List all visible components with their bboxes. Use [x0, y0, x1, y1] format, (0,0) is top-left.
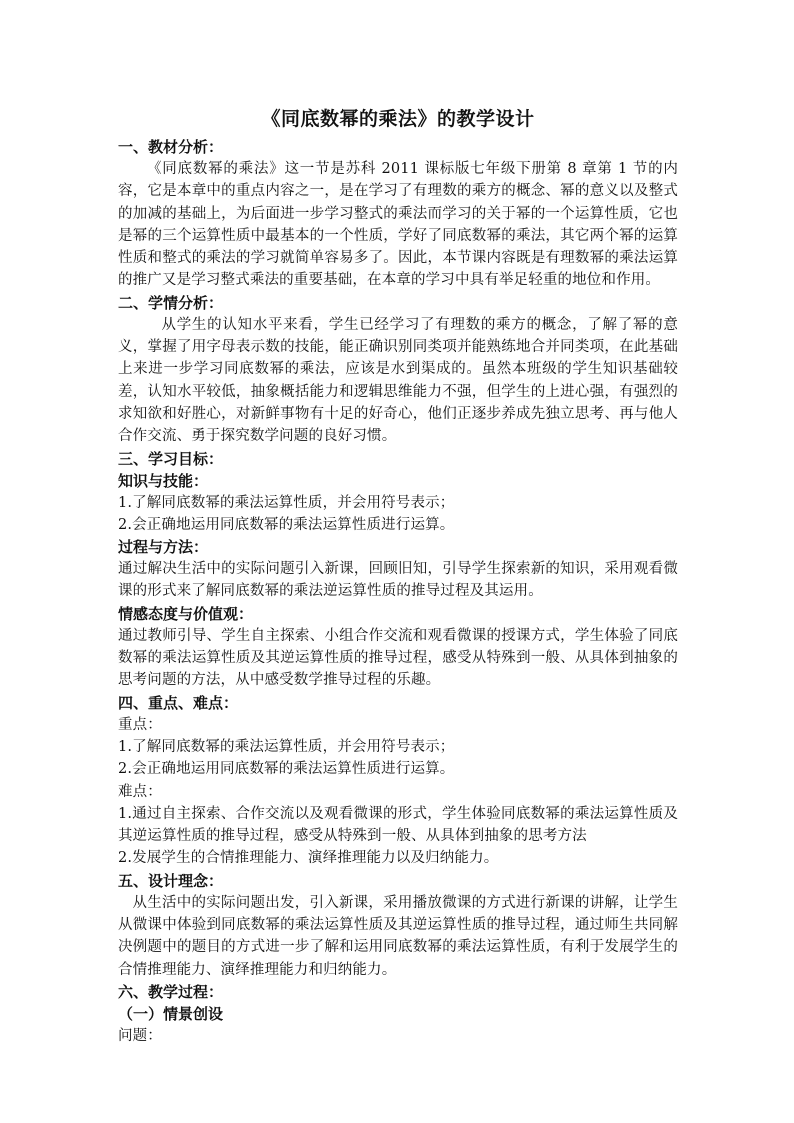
label-key-points: 重点：	[118, 716, 162, 733]
subheading-scenario-setup: （一）情景创设	[118, 1004, 224, 1023]
subheading-emotion-values: 情感态度与价值观：	[118, 604, 254, 623]
section-heading-key-difficult-points: 四、重点、难点：	[118, 693, 239, 712]
section-heading-textbook-analysis: 一、教材分析：	[118, 138, 224, 156]
paragraph-emotion-values: 通过教师引导、学生自主探索、小组合作交流和观看微课的授课方式，学生体验了同底数幂的乘法运算性质及其逆运算性质的推导过程，感受从特殊到一般、从具体到抽象的思考问题的方法，从中感受数学推导过程的乐趣。	[118, 627, 678, 689]
key-point-1: 1.了解同底数幂的乘法运算性质，并会用符号表示；	[118, 738, 455, 755]
paragraph-design-concept: 从生活中的实际问题出发，引入新课，采用播放微课的方式进行新课的讲解，让学生从微课中体验到同底数幂的乘法运算性质及其逆运算性质的推导过程，通过师生共同解决例题中的题目的方式进一步了解和运用同底数幂的乘法运算性质，有利于发展学生的合情推理能力、演绎推理能力和归纳能力。	[118, 894, 678, 978]
paragraph-student-analysis: 从学生的认知水平来看，学生已经学习了有理数的乘方的概念，了解了幂的意义，掌握了用字母表示数的技能，能正确识别同类项并能熟练地合并同类项，在此基础上来进一步学习同底数幂的乘法，应该是水到渠成的。虽然本班级的学生知识基础较差，认知水平较低，抽象概括能力和逻辑思维能力不强，但学生的上进心强，有强烈的求知欲和好胜心，对新鲜事物有十足的好奇心，他们正逐步养成先独立思考、再与他人合作交流、勇于探究数学问题的良好习惯。	[118, 316, 678, 445]
key-point-2: 2.会正确地运用同底数幂的乘法运算性质进行运算。	[118, 761, 455, 778]
label-difficult-points: 难点：	[118, 783, 162, 800]
difficult-point-1: 1.通过自主探索、合作交流以及观看微课的形式，学生体验同底数幂的乘法运算性质及其逆运算性质的推导过程，感受从特殊到一般、从具体到抽象的思考方法	[118, 805, 678, 845]
difficult-point-2: 2.发展学生的合情推理能力、演绎推理能力以及归纳能力。	[118, 850, 499, 867]
subheading-process-method: 过程与方法：	[118, 538, 209, 557]
paragraph-process-method: 通过解决生活中的实际问题引入新课，回顾旧知，引导学生探索新的知识，采用观看微课的形式来了解同底数幂的乘法逆运算性质的推导过程及其运用。	[118, 561, 678, 600]
paragraph-textbook-analysis: 《同底数幂的乘法》这一节是苏科 2011 课标版七年级下册第 8 章第 1 节的内容，它是本章中的重点内容之一，是在学习了有理数的乘方的概念、幂的意义以及整式的加减的基础上，为后面进一步学习整式的乘法而学习的关于幂的一个运算性质，它也是幂的三个运算性质中最基本的一个性质，学好了同底数幂的乘法，其它两个幂的运算性质和整式的乘法的学习就简单容易多了。因此，本节课内容既是有理数幂的乘法运算的推广又是学习整式乘法的重要基础，在本章的学习中具有举足轻重的地位和作用。	[118, 161, 678, 289]
section-heading-student-analysis: 二、学情分析：	[118, 293, 224, 312]
document-body	[118, 106, 678, 1047]
section-heading-learning-goals: 三、学习目标：	[118, 449, 224, 468]
section-heading-teaching-process: 六、教学过程：	[118, 982, 224, 1001]
section-heading-design-concept: 五、设计理念：	[118, 871, 224, 890]
label-question: 问题：	[118, 1027, 162, 1044]
document-title: 《同底数幂的乘法》的教学设计	[261, 108, 535, 130]
goal-item-2: 2.会正确地运用同底数幂的乘法运算性质进行运算。	[118, 516, 455, 533]
subheading-knowledge-skills: 知识与技能：	[118, 471, 209, 490]
goal-item-1: 1.了解同底数幂的乘法运算性质，并会用符号表示；	[118, 494, 455, 511]
